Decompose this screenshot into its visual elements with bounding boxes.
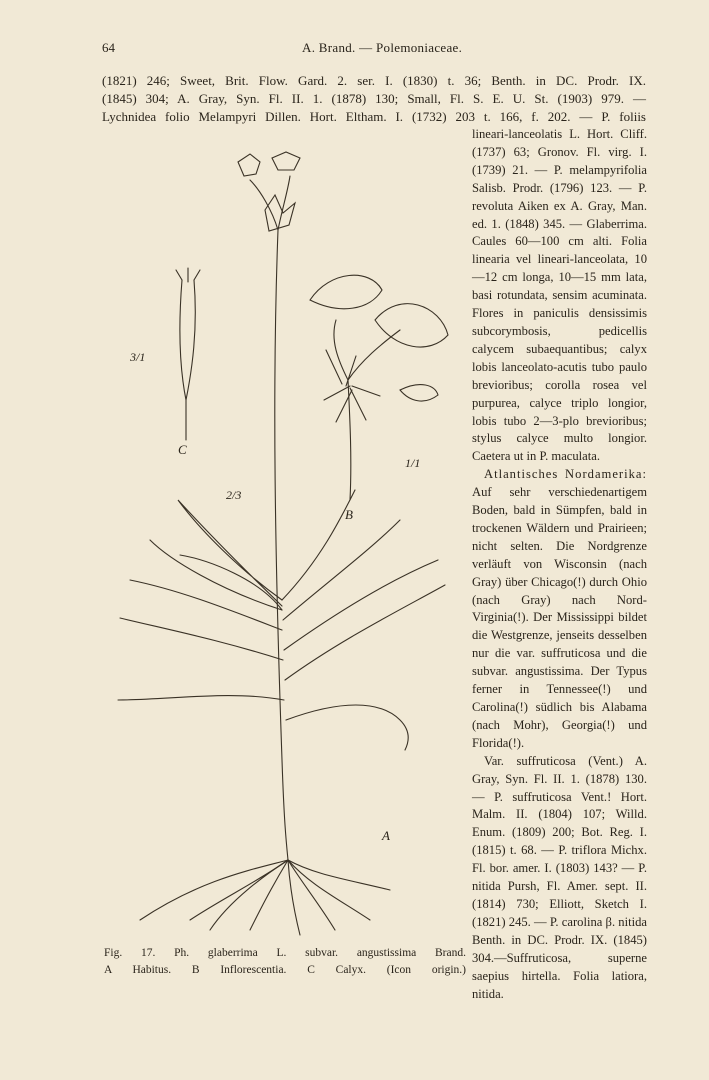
full-width-text [102,72,646,126]
text-line: (1821) 246; Sweet, Brit. Flow. Gard. 2. ser. I. (1830) t. 36; Benth. in DC. Prodr. IX. [102,73,646,88]
figure-caption [104,945,466,979]
text-line: Lychnidea folio Melampyri Dillen. Hort. Eltham. I. (1732) 203 t. 166, f. 202. — P. foliis [102,109,646,124]
distribution-paragraph [472,466,647,753]
scale-label-calyx: 3/1 [130,350,146,364]
variety-heading: Var. suffruticosa [484,753,576,768]
figure-label-c: C [178,442,187,457]
page-number: 64 [102,40,115,55]
scale-label-inflorescence: 1/1 [405,456,421,470]
caption-line: A Habitus. B Inflorescentia. C Calyx. (Icon origin.) [104,964,466,976]
scale-label-habitus: 2/3 [226,488,242,502]
variety-paragraph [472,753,647,1004]
figure-label-a: A [382,828,390,843]
right-text-column [472,126,647,1003]
text-line: (1845) 304; A. Gray, Syn. Fl. II. 1. (1878) 130; Small, Fl. S. E. U. St. (1903) 979. — [102,91,646,106]
figure-label-b: B [345,507,353,522]
distribution-text: Auf sehr verschiedenartigem Boden, bald in Sümpfen, bald in trockenen Wäldern und Prairieen; nicht selten. Die Nordgrenze verläuft von Wisconsin (nach Gray) über Chicago(!) durch Ohio (nach Gray) nach Nord-Virginia(!). Der Mississippi bildet die Westgrenze, jenseits desselben nur die var. suffruticosa und die subvar. angustissima. Der Typus ferner in Tennessee(!) und Carolina(!) südlich bis Alabama (nach Mohr), Georgia(!) und Florida(!). [472,485,647,750]
variety-text: (Vent.) A. Gray, Syn. Fl. II. 1. (1878) 130. — P. suffruticosa Vent.! Hort. Malm. II. (1804) 107; Willd. Enum. (1809) 200; Bot. Reg. I. (1815) t. 68. — P. triflora Michx. Fl. bor. amer. I. (1803) 143? — P. nitida Pursh, Fl. Amer. sept. II. (1814) 730; Elliott, Sketch I. (1821) 245. — P. carolina β. nitida Benth. in DC. Prodr. IX. (1845) 304.—Suffruticosa, superne saepius hirtella. Folia latiora, nitida. [472,753,647,1001]
region-heading: Atlantisches Nordamerika: [484,467,647,482]
running-title: A. Brand. — Polemoniaceae. [302,40,463,55]
description-paragraph: lineari-lanceolatis L. Hort. Cliff. (1737) 63; Gronov. Fl. virg. I. (1739) 21. — P. melampyrifolia Salisb. Prodr. (1796) 123. — P. revoluta Aiken ex A. Gray, Man. ed. 1. (1848) 345. — Glaberrima. Caules 60—100 cm alti. Folia linearia vel lineari-lanceolata, 10—12 cm longa, 10—15 mm lata, basi rotundata, sensim acuminata. Flores in paniculis densissimis subcorymbosis, pedicellis calycem subaequantibus; calyx lobis lanceolato-acutis tubo paulo brevioribus; corolla rosea vel purpurea, calyce triplo longior, lobis tubo 2—3-plo brevioribus; stylus calyce multo longior. Caetera ut in P. maculata. [472,127,647,464]
caption-line: Fig. 17. Ph. glaberrima L. subvar. angustissima Brand. [104,947,466,959]
botanical-illustration [100,140,460,940]
